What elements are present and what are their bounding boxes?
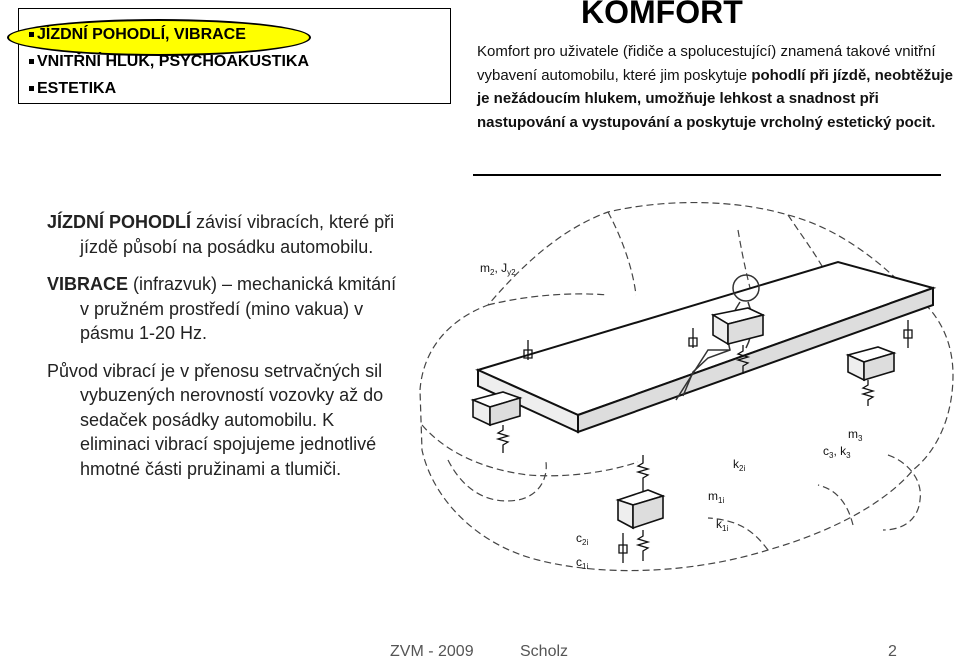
wheel-mass-block bbox=[618, 490, 663, 528]
vehicle-vibration-model-figure bbox=[408, 200, 958, 584]
label-k1i: $k_{1i}$ bbox=[716, 517, 729, 533]
definition-text: Komfort pro uživatele (řidiče a spolucestující) znamená takové vnitřní vybavení automobilu, které jim poskytuje bbox=[477, 43, 936, 84]
topics-box bbox=[18, 8, 451, 104]
page-number: 2 bbox=[888, 643, 897, 660]
definition-bold-text: pohodlí při jízdě, neobtěžuje je nežádoucím hlukem, umožňuje lehkost a snadnost při nastupování a vystupování a poskytuje vrcholný estetický pocit. bbox=[477, 66, 953, 131]
page-title: KOMFORT bbox=[581, 0, 743, 30]
body-text bbox=[47, 210, 407, 494]
front-mass-block bbox=[848, 347, 894, 380]
paragraph-text: Původ vibrací je v přenosu setrvačných sil vybuzených nerovností vozovky až do sedaček posádky automobilu. K eliminaci vibrací spojujeme jednotlivé hmotné části pružinami a tlumiči. bbox=[47, 360, 384, 479]
paragraph-text: (infrazvuk) – mechanická kmitání v pružném prostředí (mino vakua) v pásmu 1-20 Hz. bbox=[80, 274, 397, 343]
keyword: JÍZDNÍ POHODLÍ bbox=[47, 212, 192, 232]
label-c3-k3: $c_3$, $k_3$ bbox=[823, 444, 851, 460]
label-k2i: $k_{2i}$ bbox=[733, 457, 746, 473]
body-platform bbox=[478, 262, 933, 432]
footer-course: ZVM - 2009 bbox=[390, 643, 474, 660]
footer-author: Scholz bbox=[520, 643, 569, 660]
car-model-drawing bbox=[408, 200, 958, 584]
label-c2i: $c_{2i}$ bbox=[576, 531, 589, 547]
topic-label: ESTETIKA bbox=[37, 80, 117, 97]
paragraph-vibrations bbox=[47, 272, 407, 346]
label-m3: $m_3$ bbox=[848, 427, 863, 443]
rear-mass-block bbox=[473, 392, 520, 425]
paragraph-origin bbox=[47, 359, 407, 482]
label-m1i: $m_{1i}$ bbox=[708, 489, 725, 505]
label-c1i: $c_{1i}$ bbox=[576, 555, 589, 571]
komfort-definition bbox=[477, 40, 957, 134]
label-m2: $m_2$, $J_{y2}$ bbox=[480, 261, 516, 277]
topic-item bbox=[29, 80, 116, 98]
keyword: VIBRACE bbox=[47, 274, 129, 294]
paragraph-text: závisí vibracích, které při jízdě působí na posádku automobilu. bbox=[80, 212, 395, 257]
divider bbox=[473, 174, 941, 176]
topic-item bbox=[29, 26, 246, 44]
topic-item bbox=[29, 53, 309, 71]
topic-label: VNITŘNÍ HLUK, PSYCHOAKUSTIKA bbox=[37, 53, 310, 70]
paragraph-ride-comfort bbox=[47, 210, 407, 259]
topic-label: JÍZDNÍ POHODLÍ, VIBRACE bbox=[37, 26, 246, 43]
